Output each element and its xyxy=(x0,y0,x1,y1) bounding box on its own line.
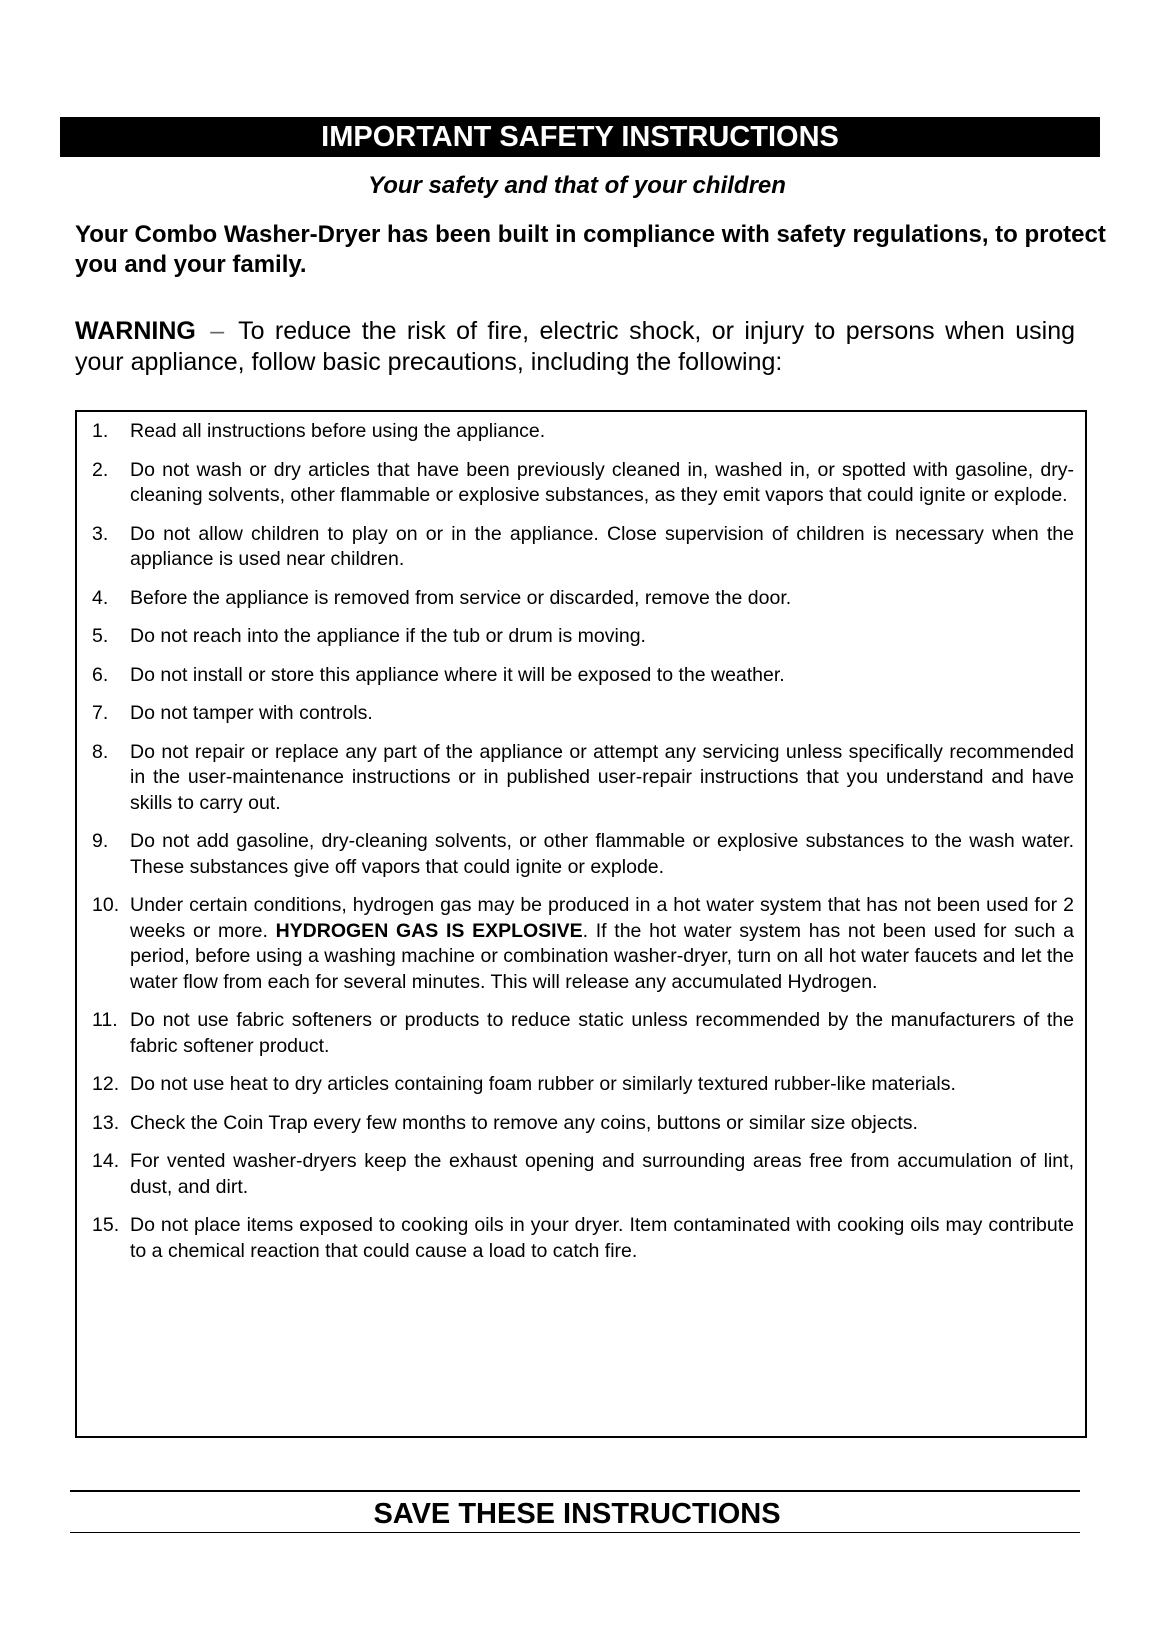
item-text: Read all instructions before using the appliance. xyxy=(130,420,546,442)
item-text: Do not install or store this appliance where it will be exposed to the weather. xyxy=(130,663,785,686)
subtitle: Your safety and that of your children xyxy=(368,172,786,199)
item-text: Check the Coin Trap every few months to remove any coins, buttons or similar size objects. xyxy=(130,1111,918,1134)
item-number: 4. xyxy=(92,586,109,609)
intro-statement: Your Combo Washer-Dryer has been built in compliance with safety regulations, to protect you and your family. xyxy=(75,221,1106,278)
list-item xyxy=(92,1008,1074,1059)
list-item xyxy=(92,1149,1074,1200)
instructions-box xyxy=(75,410,1087,1438)
list-item xyxy=(92,624,1074,650)
item-number: 15. xyxy=(92,1214,120,1236)
page-title: IMPORTANT SAFETY INSTRUCTIONS xyxy=(60,117,1100,157)
list-item xyxy=(92,829,1074,880)
item-text: Do not use fabric softeners or products to reduce static unless recommended by the manufacturers of the fabric softener product. xyxy=(130,1009,1074,1057)
item-number: 1. xyxy=(92,420,109,442)
footer-title: SAVE THESE INSTRUCTIONS xyxy=(373,1498,781,1530)
instructions-list xyxy=(92,419,1074,1277)
footer-divider-bottom xyxy=(70,1532,1080,1533)
item-text: Do not wash or dry articles that have been previously cleaned in, washed in, or spotted with gasoline, dry-cleaning solvents, other flammable or explosive substances, as they emit vapors that could ignite or explode. xyxy=(130,458,1074,506)
warning-text: To reduce the risk of fire, electric shock, or injury to persons when using your appliance, follow basic precautions, including the following: xyxy=(75,317,1075,376)
list-item xyxy=(92,663,1074,689)
item-text: Do not allow children to play on or in the appliance. Close supervision of children is necessary when the appliance is used near children. xyxy=(130,522,1074,570)
item-text: For vented washer-dryers keep the exhaust opening and surrounding areas free from accumulation of lint, dust, and dirt. xyxy=(130,1150,1074,1198)
item-text: Do not reach into the appliance if the tub or drum is moving. xyxy=(130,625,646,647)
item-text: Do not use heat to dry articles containing foam rubber or similarly textured rubber-like materials. xyxy=(130,1073,956,1095)
item-number: 3. xyxy=(92,522,109,545)
list-item xyxy=(92,458,1074,509)
footer-divider-top xyxy=(70,1490,1080,1492)
item-text: Do not place items exposed to cooking oils in your dryer. Item contaminated with cooking oils may contribute to a chemical reaction that could cause a load to catch fire. xyxy=(130,1214,1074,1262)
item-number: 10. xyxy=(92,894,120,916)
warning-dash: – xyxy=(210,317,225,345)
list-item xyxy=(92,740,1074,817)
warning-paragraph xyxy=(75,316,1075,378)
warning-label: WARNING xyxy=(75,317,196,345)
hydrogen-warning-emphasis: HYDROGEN GAS IS EXPLOSIVE xyxy=(275,919,583,942)
list-item xyxy=(92,1072,1074,1098)
item-number: 5. xyxy=(92,625,109,647)
item-text: Before the appliance is removed from service or discarded, remove the door. xyxy=(130,586,792,609)
item-number: 13. xyxy=(92,1111,120,1134)
list-item xyxy=(92,586,1074,612)
item-number: 2. xyxy=(92,458,109,481)
list-item xyxy=(92,893,1074,995)
list-item xyxy=(92,701,1074,727)
item-number: 12. xyxy=(92,1073,120,1095)
list-item xyxy=(92,1213,1074,1264)
item-number: 6. xyxy=(92,663,109,686)
item-text-before: Under certain conditions, hydrogen gas may be produced in a hot water system that has not been used for 2 weeks or more. xyxy=(130,894,1074,942)
item-text-after: . If the hot water system has not been used for such a period, before using a washing machine or combination washer-dryer, turn on all hot water faucets and let the water flow from each for several minutes. This will release any accumulated Hydrogen. xyxy=(130,919,1074,993)
item-number: 8. xyxy=(92,740,109,763)
item-number: 9. xyxy=(92,830,109,852)
item-number: 14. xyxy=(92,1150,120,1172)
item-text: Do not tamper with controls. xyxy=(130,702,373,724)
item-number: 11. xyxy=(92,1009,118,1031)
item-number: 7. xyxy=(92,702,109,724)
list-item xyxy=(92,1111,1074,1137)
item-text: Do not repair or replace any part of the appliance or attempt any servicing unless specifically recommended in the user-maintenance instructions or in published user-repair instructions that you understand and have skills to carry out. xyxy=(130,740,1074,814)
item-text: Do not add gasoline, dry-cleaning solvents, or other flammable or explosive substances to the wash water. These substances give off vapors that could ignite or explode. xyxy=(130,830,1074,878)
list-item xyxy=(92,522,1074,573)
list-item xyxy=(92,419,1074,445)
